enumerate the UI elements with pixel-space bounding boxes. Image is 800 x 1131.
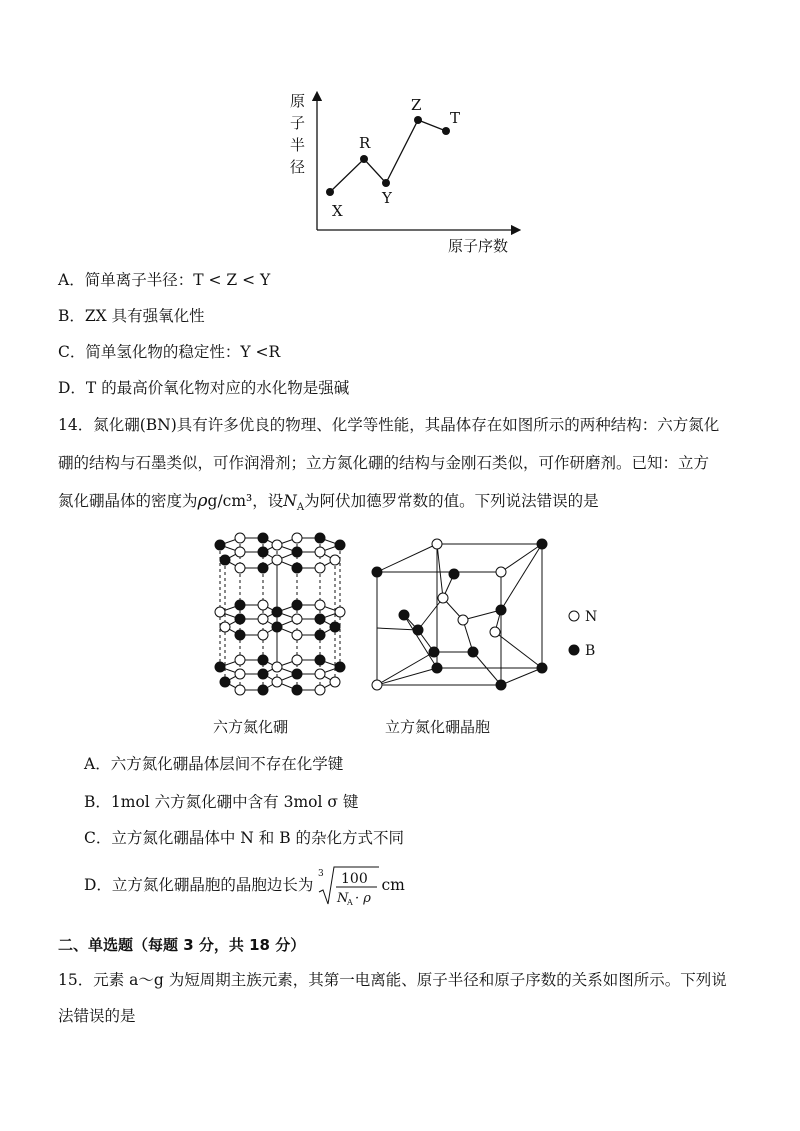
legend-n-label: N <box>585 609 598 625</box>
y-label-2: 子 <box>290 114 306 132</box>
hex-layer-1c <box>225 552 277 568</box>
point-r <box>360 155 368 163</box>
hex-layer-1a <box>220 538 277 552</box>
hex-layer-2a <box>220 605 277 619</box>
svg-text:N: N <box>337 891 349 906</box>
q13-option-a: A．简单离子半径：T < Z < Y <box>58 271 271 289</box>
q14-option-a: A．六方氮化硼晶体层间不存在化学键 <box>84 755 344 773</box>
hex-layer-1b <box>277 538 340 552</box>
q14-option-b: B．1mol 六方氮化硼中含有 3mol σ 键 <box>84 793 359 811</box>
label-r: R <box>359 134 371 152</box>
legend-b-label: B <box>585 643 596 659</box>
legend-b-marker <box>569 645 579 655</box>
label-cubic-bn: 立方氮化硼晶胞 <box>385 718 491 736</box>
svg-text:100: 100 <box>341 871 369 887</box>
label-x: X <box>332 202 343 220</box>
q14-stem-line3: 氮化硼晶体的密度为ρg/cm³，设$N_A$为阿伏加德罗常数的值。下列说法错误的是 <box>58 491 599 514</box>
section-2-heading: 二、单选题（每题 3 分，共 18 分） <box>58 936 306 954</box>
q13-option-b: B．ZX 具有强氧化性 <box>58 307 205 325</box>
hex-layer-2c <box>225 619 277 635</box>
bn-structures-figure <box>205 530 625 745</box>
x-label: 原子序数 <box>448 237 509 255</box>
svg-text:3: 3 <box>318 869 325 879</box>
q13-option-c: C．简单氢化物的稳定性：Y <R <box>58 343 281 361</box>
q14-option-d: D．立方氮化硼晶胞的晶胞边长为 3 100 N A · ρ cm <box>84 864 405 908</box>
point-z <box>414 116 422 124</box>
hex-layer-2d <box>277 619 335 635</box>
hex-layer-3b <box>277 660 340 674</box>
q14-stem-line2: 硼的结构与石墨类似，可作润滑剂；立方氮化硼的结构与金刚石类似，可作研磨剂。已知：立方 <box>58 454 710 472</box>
legend-n-marker <box>569 611 579 621</box>
na-symbol: N <box>283 492 297 510</box>
q13-option-d: D．T 的最高价氧化物对应的水化物是强碱 <box>58 379 350 397</box>
point-y <box>382 179 390 187</box>
svg-text:A: A <box>347 898 354 907</box>
y-label-1: 原 <box>290 92 306 110</box>
q15-stem-line2: 法错误的是 <box>58 1007 136 1025</box>
label-t: T <box>450 109 461 127</box>
q13-radius-chart <box>280 88 530 258</box>
hex-layer-1d <box>277 552 335 568</box>
hex-layer-3d <box>277 674 335 690</box>
label-z: Z <box>411 96 422 114</box>
cube-root-expression <box>317 864 381 908</box>
point-t <box>442 127 450 135</box>
y-label-4: 径 <box>290 158 306 176</box>
label-hexagonal-bn: 六方氮化硼 <box>213 718 289 736</box>
point-x <box>326 188 334 196</box>
hex-layer-3c <box>225 674 277 690</box>
q14-option-c: C．立方氮化硼晶体中 N 和 B 的杂化方式不同 <box>84 829 405 847</box>
label-y: Y <box>382 189 392 207</box>
svg-text:· ρ: · ρ <box>355 891 372 906</box>
hex-layer-3a <box>220 660 277 674</box>
q15-stem-line1: 15．元素 a～g 为短周期主族元素，其第一电离能、原子半径和原子序数的关系如图所示。下列说 <box>58 971 727 989</box>
q14-stem-line1: 14．氮化硼(BN)具有许多优良的物理、化学等性能，其晶体存在如图所示的两种结构：六方氮化 <box>58 416 720 434</box>
rho-symbol: ρ <box>197 491 208 511</box>
hex-layer-2b <box>277 605 340 619</box>
cube-back <box>437 544 542 668</box>
y-label-3: 半 <box>290 136 306 154</box>
